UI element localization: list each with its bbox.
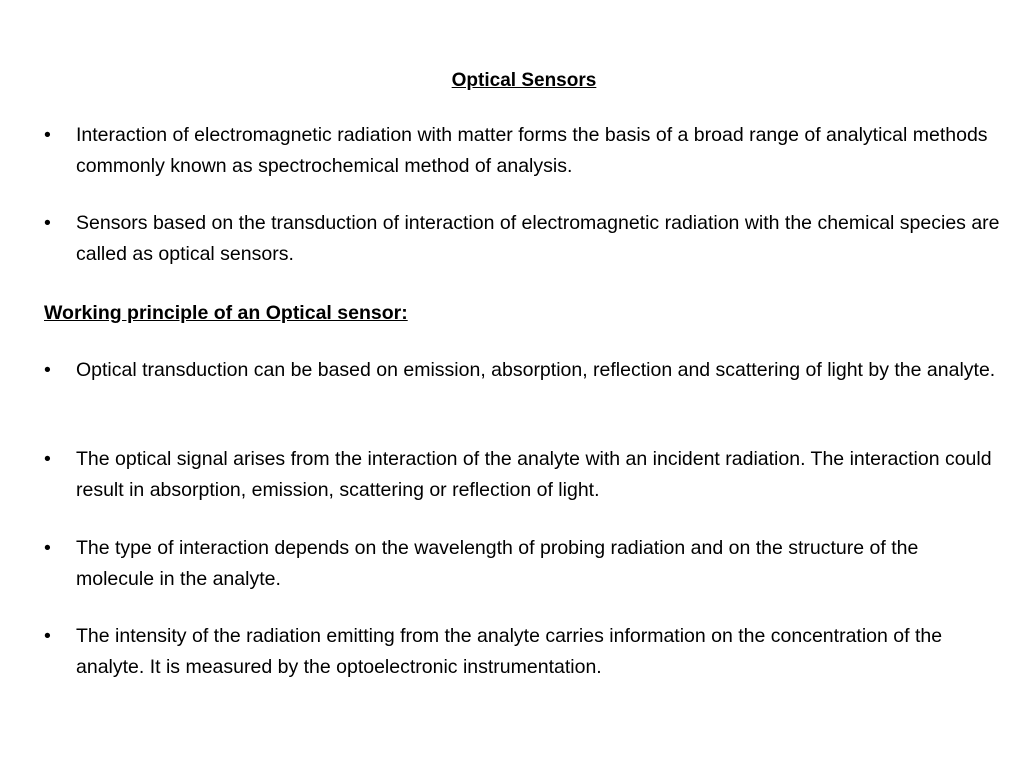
bullet-text: The type of interaction depends on the wavelength of probing radiation and on the structure of the molecule in the analyte.: [76, 537, 919, 590]
bullet-item: [44, 533, 1004, 595]
bullet-item: [44, 444, 1004, 506]
bullet-marker: •: [44, 537, 51, 559]
bullet-text: The optical signal arises from the interaction of the analyte with an incident radiation. The interaction could result in absorption, emission, scattering or reflection of light.: [76, 448, 992, 501]
bullet-text: The intensity of the radiation emitting from the analyte carries information on the concentration of the analyte. It is measured by the optoelectronic instrumentation.: [76, 625, 943, 678]
section-heading: Working principle of an Optical sensor:: [44, 302, 408, 324]
bullet-text: Sensors based on the transduction of interaction of electromagnetic radiation with the chemical species are called as optical sensors.: [76, 212, 1000, 265]
bullet-text: Optical transduction can be based on emission, absorption, reflection and scattering of light by the analyte.: [76, 359, 996, 381]
bullet-marker: •: [44, 448, 51, 470]
bullet-marker: •: [44, 359, 51, 381]
bullet-marker: •: [44, 212, 51, 234]
bullet-marker: •: [44, 625, 51, 647]
bullet-marker: •: [44, 124, 51, 146]
bullet-item: [44, 208, 1004, 270]
bullet-text: Interaction of electromagnetic radiation with matter forms the basis of a broad range of analytical methods commonly known as spectrochemical method of analysis.: [76, 124, 988, 177]
slide-title: Optical Sensors: [451, 70, 597, 91]
bullet-item: [44, 621, 1004, 683]
bullet-item: [44, 355, 1004, 386]
bullet-item: [44, 120, 1004, 182]
